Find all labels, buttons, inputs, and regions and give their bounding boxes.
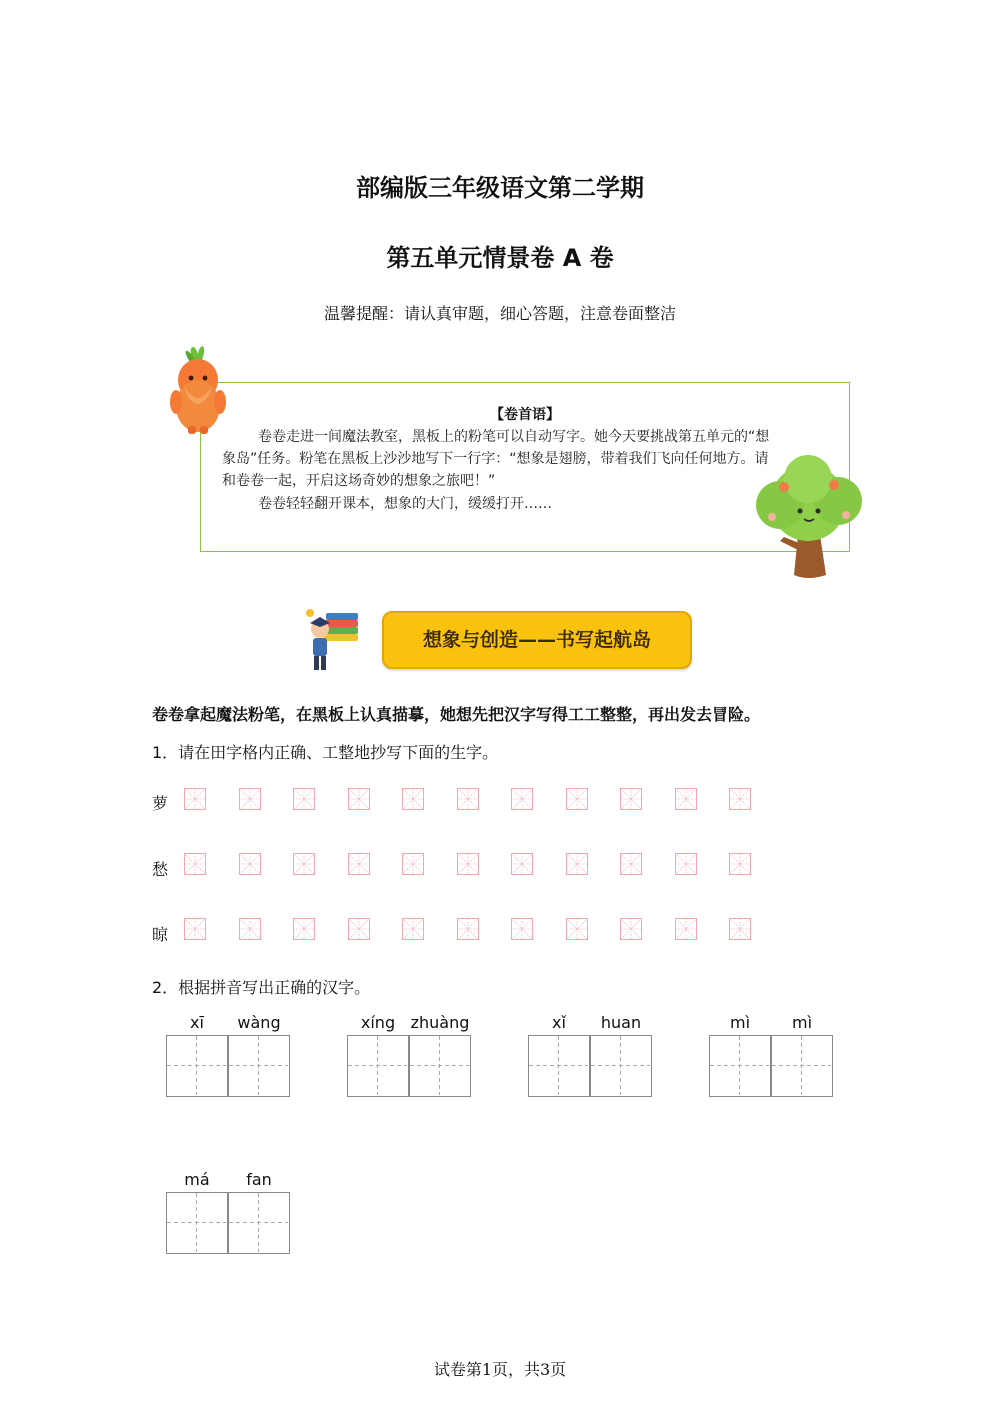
tianzige-cell[interactable] xyxy=(239,788,261,810)
tianzige-cell[interactable] xyxy=(675,788,697,810)
section-banner-title: 想象与创造——书写起航岛 xyxy=(422,629,651,651)
tianzige-cell[interactable] xyxy=(184,853,206,875)
pinyin-syllable: mì xyxy=(729,1013,751,1032)
grid-guide-lines xyxy=(529,1036,588,1095)
tianzige-cell[interactable] xyxy=(402,788,424,810)
tianzige-cell[interactable] xyxy=(729,853,751,875)
writing-grid-cell[interactable] xyxy=(771,1035,833,1097)
writing-grid-cell[interactable] xyxy=(347,1035,409,1097)
grid-guide-lines xyxy=(591,1036,650,1095)
tianzige-cell[interactable] xyxy=(729,788,751,810)
tianzige-cell[interactable] xyxy=(620,788,642,810)
tianzige-cell[interactable] xyxy=(511,918,533,940)
question-1: 1．请在田字格内正确、工整地抄写下面的生字。 xyxy=(152,743,499,762)
tianzige-cell[interactable] xyxy=(620,853,642,875)
tianzige-cell[interactable] xyxy=(293,853,315,875)
tianzige-cell[interactable] xyxy=(184,918,206,940)
tianzige-cell[interactable] xyxy=(402,918,424,940)
pinyin-syllable: xǐ xyxy=(552,1013,566,1032)
grid-guide-lines xyxy=(229,1036,288,1095)
copy-char-label: 晾 xyxy=(152,925,169,944)
tianzige-cell[interactable] xyxy=(239,853,261,875)
tianzige-cell[interactable] xyxy=(566,918,588,940)
tianzige-cell[interactable] xyxy=(348,853,370,875)
writing-grid-cell[interactable] xyxy=(590,1035,652,1097)
tianzige-cell[interactable] xyxy=(511,853,533,875)
preface-line: 卷卷轻轻翻开课本，想象的大门，缓缓打开…… xyxy=(258,496,552,512)
page-subtitle: 第五单元情景卷 A 卷 xyxy=(386,244,614,272)
tianzige-cell[interactable] xyxy=(511,788,533,810)
page-footer: 试卷第1页，共3页 xyxy=(433,1360,567,1379)
preface-title: 【卷首语】 xyxy=(490,407,560,423)
tianzige-cell[interactable] xyxy=(457,853,479,875)
tianzige-cell[interactable] xyxy=(457,918,479,940)
preface-line: 卷卷走进一间魔法教室，黑板上的粉笔可以自动写字。她今天要挑战第五单元的“想 xyxy=(258,429,770,445)
grid-guide-lines xyxy=(348,1036,407,1095)
copy-char-label: 萝 xyxy=(152,794,169,813)
writing-grid-cell[interactable] xyxy=(409,1035,471,1097)
writing-grid-cell[interactable] xyxy=(228,1192,290,1254)
tianzige-cell[interactable] xyxy=(293,788,315,810)
tianzige-cell[interactable] xyxy=(566,853,588,875)
pinyin-syllable: fan xyxy=(246,1170,272,1189)
tianzige-cell[interactable] xyxy=(620,918,642,940)
tianzige-cell[interactable] xyxy=(729,918,751,940)
question-2: 2．根据拼音写出正确的汉字。 xyxy=(152,978,371,997)
pinyin-syllable: xíng xyxy=(360,1013,396,1032)
preface-line: 和卷卷一起，开启这场奇妙的想象之旅吧！” xyxy=(222,473,496,489)
student-books-icon xyxy=(304,607,364,675)
writing-grid-cell[interactable] xyxy=(709,1035,771,1097)
grid-guide-lines xyxy=(772,1036,831,1095)
pinyin-syllable: xī xyxy=(190,1013,204,1032)
tianzige-cell[interactable] xyxy=(293,918,315,940)
reminder-text: 温馨提醒：请认真审题，细心答题，注意卷面整洁 xyxy=(323,304,676,323)
tianzige-cell[interactable] xyxy=(675,918,697,940)
pinyin-syllable: mì xyxy=(791,1013,813,1032)
tianzige-cell[interactable] xyxy=(402,853,424,875)
pinyin-syllable: má xyxy=(184,1170,210,1189)
tianzige-cell[interactable] xyxy=(457,788,479,810)
tianzige-cell[interactable] xyxy=(566,788,588,810)
writing-grid-cell[interactable] xyxy=(228,1035,290,1097)
copy-char-label: 愁 xyxy=(152,860,169,879)
grid-guide-lines xyxy=(410,1036,469,1095)
writing-grid-cell[interactable] xyxy=(166,1035,228,1097)
grid-guide-lines xyxy=(167,1193,226,1252)
grid-guide-lines xyxy=(710,1036,769,1095)
writing-grid-cell[interactable] xyxy=(166,1192,228,1254)
section-intro: 卷卷拿起魔法粉笔，在黑板上认真描摹，她想先把汉字写得工工整整，再出发去冒险。 xyxy=(152,705,761,724)
preface-line: 象岛”任务。粉笔在黑板上沙沙地写下一行字：“想象是翅膀，带着我们飞向任何地方。请 xyxy=(222,451,769,467)
carrot-mascot-icon xyxy=(162,340,234,435)
pinyin-syllable: wàng xyxy=(237,1013,281,1032)
pinyin-syllable: zhuàng xyxy=(410,1013,470,1032)
pinyin-syllable: huan xyxy=(600,1013,642,1032)
tianzige-cell[interactable] xyxy=(184,788,206,810)
tianzige-cell[interactable] xyxy=(239,918,261,940)
tianzige-cell[interactable] xyxy=(675,853,697,875)
tianzige-cell[interactable] xyxy=(348,918,370,940)
tree-mascot-icon xyxy=(750,455,868,583)
page-title: 部编版三年级语文第二学期 xyxy=(356,174,644,202)
writing-grid-cell[interactable] xyxy=(528,1035,590,1097)
grid-guide-lines xyxy=(229,1193,288,1252)
tianzige-cell[interactable] xyxy=(348,788,370,810)
grid-guide-lines xyxy=(167,1036,226,1095)
